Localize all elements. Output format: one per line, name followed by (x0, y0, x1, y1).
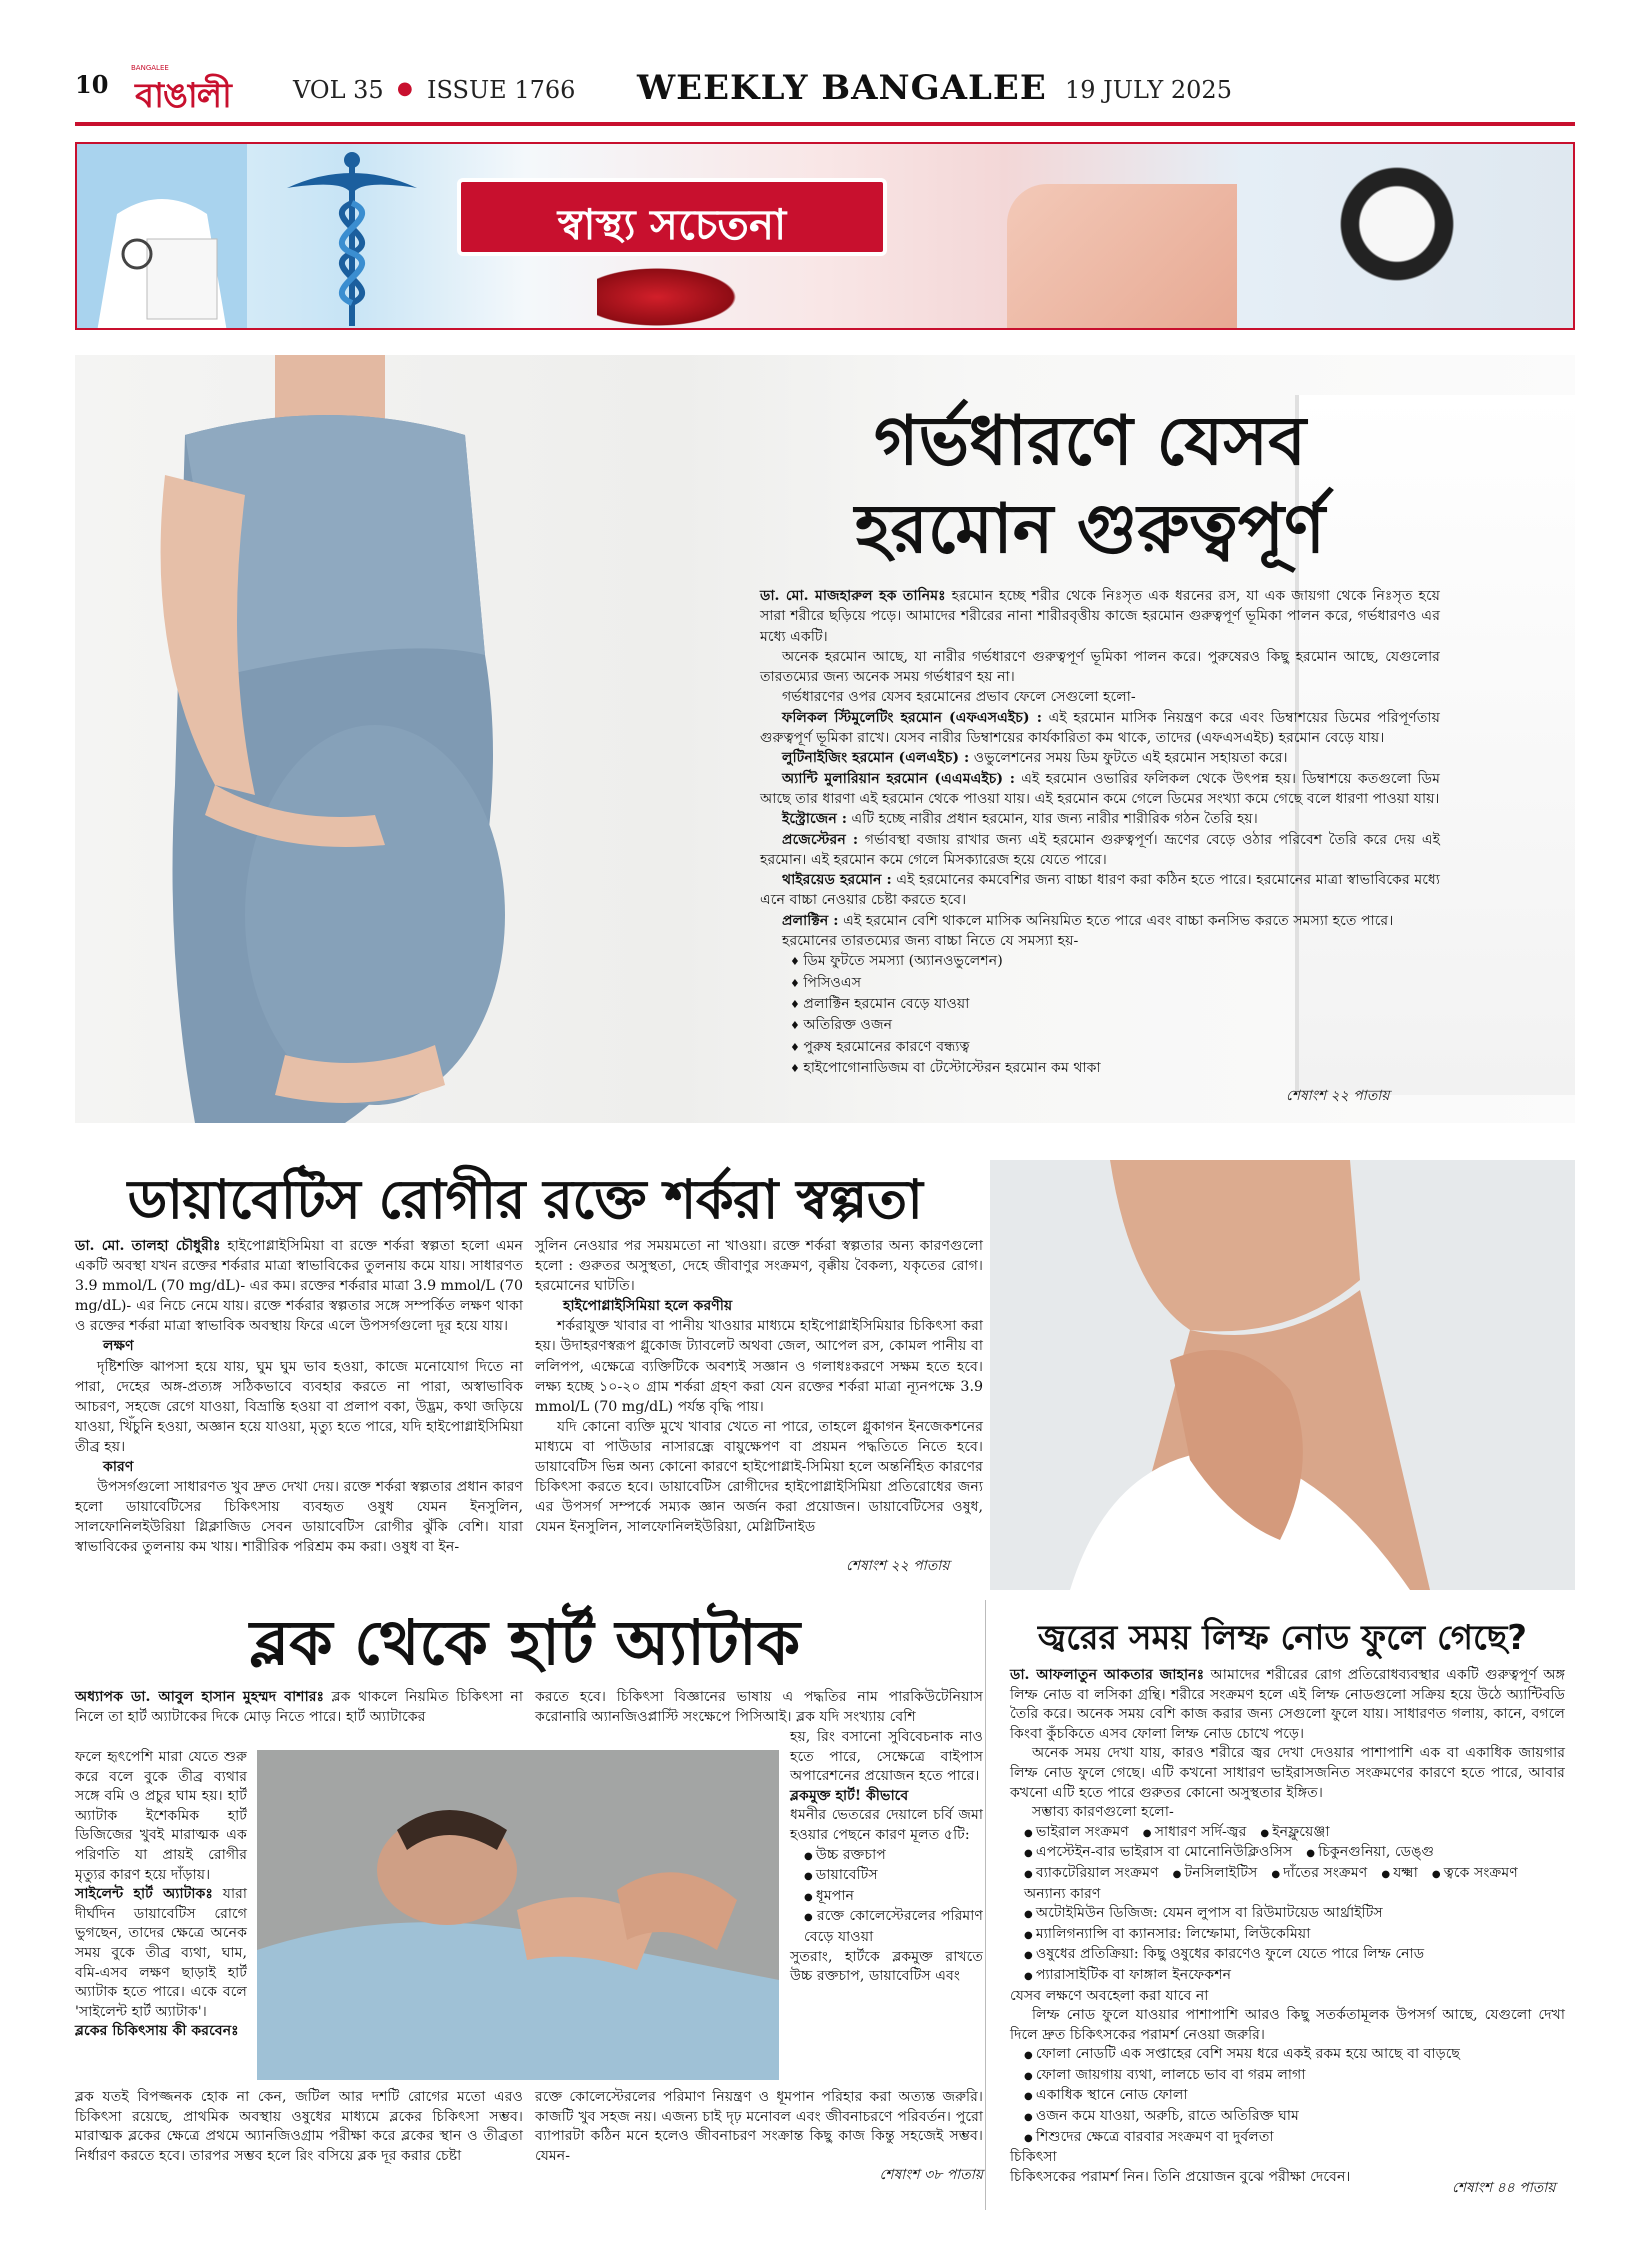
banner-title-box (457, 178, 887, 256)
author-byline: ডা. মো. মাজহারুল হক তানিমঃ (760, 588, 946, 604)
list-item: ● ইনফ্লুয়েঞ্জা (1260, 1823, 1329, 1844)
subheading: কারণ (103, 1459, 134, 1476)
paragraph: লুটিনাইজিং হরমোন (এলএইচ) : ওভুলেশনের সময় ডিম ফুটতে এই হরমোন সহায়তা করে। (782, 750, 1288, 767)
logo-text: বাঙালী (135, 76, 231, 116)
subheading: হাইপোগ্লাইসিমিয়া হলে করণীয় (563, 1298, 733, 1315)
list-item: ● ভাইরাল সংক্রমণ (1024, 1823, 1129, 1844)
continued-note: শেষাংশ ৩৮ পাতায় (879, 2167, 983, 2184)
cause-list (804, 1846, 983, 1948)
list-item: ♦ প্রলাক্টিন হরমোন বেড়ে যাওয়া (790, 994, 1440, 1015)
paragraph: হরমোনের তারতম্যের জন্য বাচ্চা নিতে যে সমস্যা হয়- (782, 933, 1079, 950)
article2-column2 (535, 1236, 983, 1537)
paragraph: রক্তে কোলেস্টেরলের পরিমাণ নিয়ন্ত্রণ ও ধূমপান পরিহার করা অত্যন্ত জরুরি। কাজটি খুব সহজ নয়। এজন্য চাই দৃঢ় মনোবল এবং জীবনাচরণে পরিবর্তন। পুরো ব্যাপারটা কঠিন মনে হলেও জীবনাচরণ সংক্রান্ত কিছু কাজ কিন্তু সহজেই সম্ভব। যেমন- (535, 2089, 983, 2164)
list-item: ● দাঁতের সংক্রমণ (1271, 1864, 1367, 1885)
column-divider (985, 1600, 986, 2210)
list-item: ● ফোলা জায়গায় ব্যথা, লালচে ভাব বা গরম লাগা (1024, 2066, 1565, 2087)
continued-note: শেষাংশ ৪৪ পাতায় (1452, 2180, 1556, 2196)
list-item: ♦ পিসিওএস (790, 973, 1440, 994)
list-item: ● ওষুধের প্রতিক্রিয়া: কিছু ওষুধের কারণেও ফুলে যেতে পারে লিম্ফ নোড (1024, 1945, 1565, 1966)
paragraph: প্রলাক্টিন : এই হরমোন বেশি থাকলে মাসিক অনিয়মিত হতে পারে এবং বাচ্চা কনসিভ করতে সমস্যা হতে পারে। (782, 912, 1394, 929)
article1-title (780, 398, 1400, 574)
paragraph: প্রজেস্টেরন : গর্ভাবস্থা বজায় রাখার জন্য এই হরমোন গুরুত্বপূর্ণ। ভ্রূণের বেড়ে ওঠার পরিবেশ তৈরি করে দেয় এই হরমোন। এই হরমোন কমে গেলে মিসক্যারেজ হয়ে যেতে পারে। (760, 831, 1440, 868)
article1-title-line2: হরমোন গুরুত্বপূর্ণ (854, 490, 1326, 569)
subheading: যেসব লক্ষণে অবহেলা করা যাবে না (1010, 1987, 1209, 2004)
article3-narrow-column (75, 1748, 247, 2042)
paragraph: ব্লকের চিকিৎসায় কী করবেনঃ (75, 2023, 239, 2040)
article1-body (760, 586, 1440, 1079)
list-item: ● অটোইমিউন ডিজিজ: যেমন লুপাস বা রিউমাটয়েড আর্থ্রাইটিস (1024, 1904, 1565, 1925)
paragraph: থাইরয়েড হরমোন : এই হরমোনের কমবেশির জন্য বাচ্চা ধারণ করা কঠিন হতে পারে। হরমোনের মাত্রা স্বাভাবিকের মধ্যে এনে বাচ্চা নেওয়ার চেষ্টা করতে হবে। (760, 872, 1440, 909)
issue: ISSUE 1766 (427, 76, 576, 104)
paragraph: ধমনীর ভেতরের দেয়ালে চর্বি জমা হওয়ার পেছনে কারণ মূলত ৫টি: (790, 1807, 983, 1843)
article2-column1 (75, 1236, 523, 1558)
list-item: ● ওজন কমে যাওয়া, অরুচি, রাতে অতিরিক্ত ঘাম (1024, 2107, 1565, 2128)
paragraph: অধ্যাপক ডা. আবুল হাসান মুহম্মদ বাশারঃ ব্লক থাকলে নিয়মিত চিকিৎসা না নিলে তা হার্ট অ্যাটাকের দিকে মোড় নিতে পারে। হার্ট অ্যাটাকের (75, 1689, 523, 1725)
woman-figure (105, 355, 525, 1123)
paragraph: চিকিৎসকের পরামর্শ নিন। তিনি প্রয়োজন বুঝে পরীক্ষা দেবেন। (1010, 2168, 1351, 2185)
paragraph: গর্ভধারণের ওপর যেসব হরমোনের প্রভাব ফেলে সেগুলো হলো- (782, 689, 1136, 706)
hands-image (1007, 184, 1237, 330)
masthead-rule (75, 122, 1575, 126)
paragraph: অ্যান্টি মুলারিয়ান হরমোন (এএমএইচ) : এই হরমোন ওভারির ফলিকল থেকে উৎপন্ন হয়। ডিম্বাশয়ে কতগুলো ডিম আছে তার ধারণা এই হরমোন থেকে পাওয়া যায়। এই হরমোন কমে গেলে ডিমের সংখ্যা কমে গেছে বলে ধারণা পাওয়া যায়। (760, 770, 1440, 807)
logo-subtext: BANGALEE (131, 64, 169, 72)
cause-row (1024, 1864, 1565, 1885)
list-item: ♦ অতিরিক্ত ওজন (790, 1015, 1440, 1036)
list-item: ● ডায়াবেটিস (804, 1866, 983, 1887)
paragraph: ডা. মো. মাজহারুল হক তানিমঃ হরমোন হচ্ছে শরীর থেকে নিঃসৃত এক ধরনের রস, যা এক জায়গা থেকে নিঃসৃত হয়ে সারা শরীরে ছড়িয়ে পড়ে। আমাদের শরীরের নানা শারীরবৃত্তীয় কাজে হরমোন গুরুত্বপূর্ণ ভূমিকা পালন করে, গর্ভধারণও এর মধ্যে একটি। (760, 588, 1440, 645)
paragraph: দৃষ্টিশক্তি ঝাপসা হয়ে যায়, ঘুম ঘুম ভাব হওয়া, কাজে মনোযোগ দিতে না পারা, দেহের অঙ্গ-প্রত্যঙ্গ সঠিকভাবে ব্যবহার করতে না পারা, অস্বাভাবিক আচরণ, সহজে রেগে যাওয়া, বিভ্রান্তি হওয়া বা প্রলাপ বকা, উদ্ভ্রম, কথা জড়িয়ে যাওয়া, খিঁচুনি হওয়া, অজ্ঞান হয়ে যাওয়া, মৃত্যু হতে পারে, যদি হাইপোগ্লাইসিমিয়া তীব্র হয়। (75, 1358, 523, 1455)
issue-date: 19 JULY 2025 (1065, 76, 1232, 104)
list-item: ● ব্যাকটেরিয়াল সংক্রমণ (1024, 1864, 1159, 1885)
list-item: ● যক্ষ্মা (1381, 1864, 1418, 1885)
cause-row (1024, 1843, 1565, 1864)
nurse-image (77, 144, 247, 330)
warning-list (1024, 2045, 1565, 2148)
paragraph: শর্করাযুক্ত খাবার বা পানীয় খাওয়ার মাধ্যমে হাইপোগ্লাইসিমিয়ার চিকিৎসা করা হয়। উদাহরণস্বরূপ গ্লুকোজ ট্যাবলেট অথবা জেল, আপেল রস, কোমল পানীয় বা ললিপপ, এক্ষেত্রে ব্যক্তিটিকে অবশ্যই সজ্ঞান ও গলাধঃকরণে সক্ষম হতে হবে। লক্ষ্য হচ্ছে ১০-২০ গ্রাম শর্করা গ্রহণ করা যেন রক্তের শর্করা মাত্রা ন্যূনপক্ষে 3.9 mmol/L (70 mg/dL) পর্যন্ত বৃদ্ধি পায়। (535, 1318, 983, 1415)
article4-body (1010, 1666, 1565, 2187)
article3-bottom-left (75, 2088, 523, 2166)
paper-name: WEEKLY BANGALEE (637, 68, 1047, 108)
author-byline: অধ্যাপক ডা. আবুল হাসান মুহম্মদ বাশারঃ (75, 1689, 325, 1705)
blood-pressure-gauge-icon (1327, 164, 1467, 284)
author-byline: ডা. আফলাতুন আকতার জাহানঃ (1010, 1667, 1205, 1683)
list-item: ♦ পুরুষ হরমোনের কারণে বন্ধ্যত্ব (790, 1037, 1440, 1058)
other-causes-list (1024, 1904, 1565, 1986)
paragraph: যদি কোনো ব্যক্তি মুখে খাবার খেতে না পারে, তাহলে গ্লুকাগন ইনজেকশনের মাধ্যমে বা পাউডার নাসারন্ধ্রে বায়ুক্ষেপণ বা প্রয়মন পদ্ধতিতে নিতে হবে। ডায়াবেটিস ভিন্ন অন্য কোনো কারণে হাইপোগ্লাই-সিমিয়া হলে অন্তর্নিহিত কারণের চিকিৎসা করতে হবে। ডায়াবেটিস রোগীদের হাইপোগ্লাইসিমিয়া প্রতিরোধের জন্য এর উপসর্গ সম্পর্কে সম্যক জ্ঞান অর্জন করা প্রয়োজন। ডায়াবেটিসের ওষুধ, যেমন ইনসুলিন, সালফোনিলইউরিয়া, মেগ্লিটিনাইড (535, 1418, 983, 1536)
article3-intro-right (535, 1688, 983, 1727)
subheading: অন্যান্য কারণ (1024, 1885, 1101, 1902)
article3-title: ব্লক থেকে হার্ট অ্যাটাক (249, 1606, 801, 1679)
paragraph: সম্ভাব্য কারণগুলো হলো- (1032, 1804, 1174, 1821)
article2-title: ডায়াবেটিস রোগীর রক্তে শর্করা স্বল্পতা (127, 1168, 923, 1231)
list-item: ● সাধারণ সর্দি-জ্বর (1143, 1823, 1247, 1844)
subheading: চিকিৎসা (1010, 2149, 1057, 2166)
article3-bottom-right (535, 2088, 983, 2186)
paragraph: সুতরাং, হার্টকে ব্লকমুক্ত রাখতে উচ্চ রক্তচাপ, ডায়াবেটিস এবং (790, 1948, 983, 1985)
paragraph: সাইলেন্ট হার্ট অ্যাটাকঃ যারা দীর্ঘদিন ডায়াবেটিস রোগে ভুগছেন, তাদের ক্ষেত্রে অনেক সময় বুকে তীব্র ব্যথা, ঘাম, বমি-এসব লক্ষণ ছাড়াই হার্ট অ্যাটাক হতে পারে। একে বলে 'সাইলেন্ট হার্ট অ্যাটাক'। (75, 1886, 247, 2020)
volume: VOL 35 (293, 76, 384, 104)
logo (119, 64, 247, 116)
article4-title: জ্বরের সময় লিম্ফ নোড ফুলে গেছে? (1037, 1618, 1528, 1658)
list-item: ● টনসিলাইটিস (1173, 1864, 1258, 1885)
list-item: ♦ হাইপোগোনাডিজম বা টেস্টোস্টেরন হরমোন কম থাকা (790, 1058, 1440, 1079)
article1-title-line1: গর্ভধারণে যেসব (873, 402, 1307, 481)
paragraph: ইস্ট্রোজেন : এটি হচ্ছে নারীর প্রধান হরমোন, যার জন্য নারীর শারীরিক গঠন তৈরি হয়। (782, 811, 1258, 828)
banner-title: স্বাস্থ্য সচেতনা (557, 200, 787, 249)
paragraph: অনেক সময় দেখা যায়, কারও শরীরে জ্বর দেখা দেওয়ার পাশাপাশি এক বা একাধিক জায়গার লিম্ফ নোড ফুলে গেছে। এটি কখনো সাধারণ ভাইরাসজনিত সংক্রমণের কারণে হতে পারে, আবার কখনো এটি হতে পারে গুরুতর কোনো অসুস্থতার ইঙ্গিত। (1010, 1745, 1565, 1801)
subheading: লক্ষণ (103, 1338, 134, 1355)
list-item: ● শিশুদের ক্ষেত্রে বারবার সংক্রমণ বা দুর্বলতা (1024, 2128, 1565, 2149)
masthead (75, 62, 1575, 122)
paragraph: করতে হবে। চিকিৎসা বিজ্ঞানের ভাষায় এ পদ্ধতির নাম পারকিউটেনিয়াস করোনারি অ্যানজিওপ্লাস্টি সংক্ষেপে পিসিআই। ব্লক যদি সংখ্যায় বেশি (535, 1689, 983, 1725)
continued-note: শেষাংশ ২২ পাতায় (1286, 1088, 1390, 1104)
paragraph: ডা. মো. তালহা চৌধুরীঃ হাইপোগ্লাইসিমিয়া বা রক্তে শর্করা স্বল্পতা হলো এমন একটি অবস্থা যখন রক্তের শর্করার মাত্রা স্বাভাবিকের তুলনায় কমে যায়। সাধারণত 3.9 mmol/L (70 mg/dL)- এর কম। রক্তের শর্করার মাত্রা 3.9 mmol/L (70 mg/dL)- এর নিচে নেমে যায়। রক্তে শর্করার স্বল্পতার সঙ্গে সম্পর্কিত লক্ষণ থাকা ও রক্তের শর্করা মাত্রা স্বাভাবিক অবস্থায় ফিরে এলে উপসর্গগুলো দূর হয়ে যায়। (75, 1238, 523, 1335)
paragraph: ডা. আফলাতুন আকতার জাহানঃ আমাদের শরীরের রোগ প্রতিরোধব্যবস্থার একটি গুরুত্বপূর্ণ অঙ্গ লিম্ফ নোড বা লসিকা গ্রন্থি। শরীরে সংক্রমণ হলে এই লিম্ফ নোডগুলো সক্রিয় হয়ে উঠে অ্যান্টিবডি তৈরি করে। অনেক সময় বেশি কাজ করার জন্য সেগুলো ফুলে যায়। সাধারণত গলায়, কানে, বগলে কিংবা কুঁচকিতে এসব ফোলা লিম্ফ নোড চোখে পড়ে। (1010, 1667, 1566, 1742)
list-item: ● ফোলা নোডটি এক সপ্তাহের বেশি সময় ধরে একই রকম হয়ে আছে বা বাড়ছে (1024, 2045, 1565, 2066)
list-item: ● একাধিক স্থানে নোড ফোলা (1024, 2086, 1565, 2107)
page-number: 10 (75, 70, 109, 99)
paragraph: ব্লক যতই বিপজ্জনক হোক না কেন, জটিল আর দশটি রোগের মতো এরও চিকিৎসা রয়েছে, প্রাথমিক অবস্থায় ওষুধের মাধ্যমে ব্লকের চিকিৎসা সম্ভব। মারাত্মক ব্লকের ক্ষেত্রে প্রথমে অ্যানজিওগ্রাম পরীক্ষা করে ব্লকের স্থান ও তীব্রতা নির্ধারণ করতে হবে। তারপর সম্ভব হলে রিং বসিয়ে ব্লক দূর করার চেষ্টা (75, 2089, 523, 2164)
list-item: ● উচ্চ রক্তচাপ (804, 1846, 983, 1867)
paragraph: হয়, রিং বসানো সুবিবেচনাক নাও হতে পারে, সেক্ষেত্রে বাইপাস অপারেশনের প্রয়োজন হতে পারে। (790, 1729, 983, 1785)
list-item: ♦ ডিম ফুটতে সমস্যা (অ্যানওভুলেশন) (790, 951, 1440, 972)
problem-list (790, 951, 1440, 1079)
list-item: ● এপস্টেইন-বার ভাইরাস বা মোনোনিউক্লিওসিস (1024, 1843, 1292, 1864)
cause-row (1024, 1823, 1565, 1844)
author-byline: ডা. মো. তালহা চৌধুরীঃ (75, 1238, 221, 1254)
article3-intro (75, 1688, 523, 1727)
neck-pain-photo (990, 1160, 1575, 1590)
bullet-dot-icon: ● (397, 78, 413, 99)
paragraph: অনেক হরমোন আছে, যা নারীর গর্ভধারণে গুরুত্বপূর্ণ ভূমিকা পালন করে। পুরুষেরও কিছু হরমোন আছে, যেগুলোর তারতম্যের জন্য অনেক সময় গর্ভধারণ হয় না। (760, 648, 1440, 686)
paragraph: ফলে হৃৎপেশি মারা যেতে শুরু করে বলে বুকে তীব্র ব্যথার সঙ্গে বমি ও প্রচুর ঘাম হয়। হার্ট অ্যাটাক ইশেকমিক হার্ট ডিজিজের খুবই মারাত্মক এক পরিণতি যা প্রায়ই রোগীর মৃত্যুর কারণ হয়ে দাঁড়ায়। (75, 1749, 247, 1883)
list-item: ● ধূমপান (804, 1887, 983, 1908)
continued-note: শেষাংশ ২২ পাতায় (846, 1558, 950, 1574)
article3-right-column (790, 1728, 983, 1987)
list-item: ● চিকুনগুনিয়া, ডেঙ্গু (1306, 1843, 1434, 1864)
subheading: ব্লকমুক্ত হার্ট! কীভাবে (790, 1787, 909, 1804)
paragraph: উপসর্গগুলো সাধারণত খুব দ্রুত দেখা দেয়। রক্তে শর্করা স্বল্পতার প্রধান কারণ হলো ডায়াবেটিসের চিকিৎসায় ব্যবহৃত ওষুধ যেমন ইনসুলিন, সালফোনিলইউরিয়া গ্লিক্লাজিড সেবন ডায়াবেটিস রোগীর ঝুঁকি বেশি। যারা স্বাভাবিকের তুলনায় কম খায়। শারীরিক পরিশ্রম কম করা। ওষুধ বা ইন- (75, 1479, 523, 1556)
paragraph: সুলিন নেওয়ার পর সময়মতো না খাওয়া। রক্তে শর্করা স্বল্পতার অন্য কারণগুলো হলো : গুরুতর অসুস্থতা, দেহে জীবাণুর সংক্রমণ, বৃক্কীয় বৈকল্য, যকৃতের রোগ। হরমোনের ঘাটতি। (535, 1238, 983, 1295)
list-item: ● ম্যালিগন্যান্সি বা ক্যানসার: লিম্ফোমা, লিউকেমিয়া (1024, 1925, 1565, 1946)
caduceus-icon (277, 148, 427, 328)
list-item: ● রক্তে কোলেস্টেরলের পরিমাণ বেড়ে যাওয়া (804, 1907, 983, 1947)
heart-icon (597, 264, 747, 330)
list-item: ● ত্বকে সংক্রমণ (1432, 1864, 1518, 1885)
cpr-photo (257, 1750, 779, 2080)
paragraph: লিম্ফ নোড ফুলে যাওয়ার পাশাপাশি আরও কিছু সতর্কতামূলক উপসর্গ আছে, যেগুলো দেখা দিলে দ্রুত চিকিৎসকের পরামর্শ নেওয়া জরুরি। (1010, 2007, 1565, 2043)
health-banner (75, 142, 1575, 330)
paragraph: ফলিকল স্টিমুলেটিং হরমোন (এফএসএইচ) : এই হরমোন মাসিক নিয়ন্ত্রণ করে এবং ডিম্বাশয়ের ডিমের পরিপূর্ণতায় গুরুত্বপূর্ণ ভূমিকা রাখে। যেসব নারীর ডিম্বাশয়ের কার্যকারিতা কম থাকে, তাদের (এফএসএইচ) হরমোন বেড়ে যায়। (760, 709, 1440, 747)
list-item: ● প্যারাসাইটিক বা ফাঙ্গাল ইনফেকশন (1024, 1966, 1565, 1987)
